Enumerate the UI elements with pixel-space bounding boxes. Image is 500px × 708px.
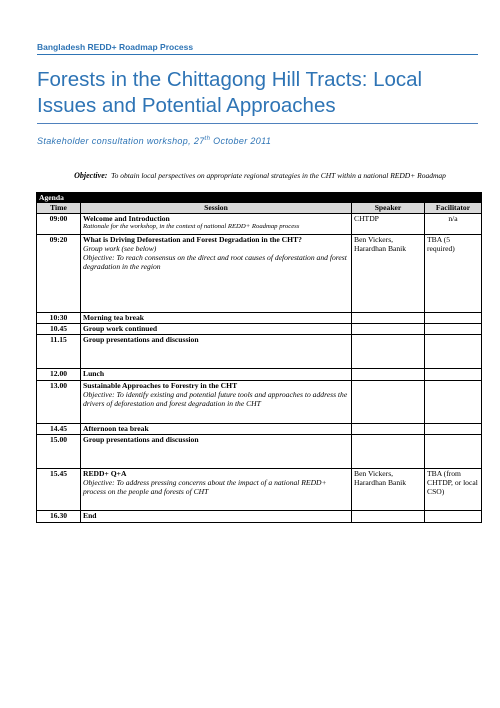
agenda-header-row bbox=[37, 203, 482, 213]
session-time: 10:30 bbox=[37, 312, 81, 323]
session-title: REDD+ Q+A bbox=[83, 468, 127, 478]
session-title: Group work continued bbox=[83, 323, 158, 333]
session-speaker: CHTDP bbox=[352, 213, 425, 234]
session-time: 09:20 bbox=[37, 234, 81, 312]
session-time: 14.45 bbox=[37, 423, 81, 434]
session-speaker bbox=[352, 312, 425, 323]
session-cell bbox=[81, 213, 352, 234]
session-facilitator bbox=[425, 380, 482, 423]
session-cell bbox=[81, 434, 352, 468]
session-facilitator bbox=[425, 368, 482, 380]
session-cell bbox=[81, 510, 352, 522]
agenda-row bbox=[37, 423, 482, 434]
objective-label: Objective: bbox=[74, 171, 108, 180]
agenda-caption-row bbox=[37, 193, 482, 203]
session-note: Group work (see below) bbox=[83, 243, 157, 253]
document-subtitle bbox=[37, 136, 271, 146]
objective-statement bbox=[40, 171, 480, 180]
agenda-table bbox=[36, 192, 482, 523]
agenda-row bbox=[37, 234, 482, 312]
session-facilitator bbox=[425, 423, 482, 434]
session-cell bbox=[81, 312, 352, 323]
title-rule bbox=[37, 123, 478, 124]
session-speaker bbox=[352, 323, 425, 334]
agenda-row bbox=[37, 312, 482, 323]
session-note: Rationale for the workshop, in the context of national REDD+ Roadmap process bbox=[83, 222, 300, 230]
session-note: Objective: To reach consensus on the direct and root causes of deforestation and forest degradation in the region bbox=[83, 253, 347, 272]
agenda-caption: Agenda bbox=[37, 193, 482, 203]
subtitle-tail: October 2011 bbox=[210, 136, 272, 146]
session-title: Group presentations and discussion bbox=[83, 334, 199, 344]
session-time: 10.45 bbox=[37, 323, 81, 334]
session-title: Lunch bbox=[83, 368, 105, 378]
session-facilitator: n/a bbox=[425, 213, 482, 234]
session-note: Objective: To identify existing and potential future tools and approaches to address the drivers of deforestation and forest degradation in the CHT bbox=[83, 389, 348, 409]
session-speaker bbox=[352, 368, 425, 380]
session-facilitator bbox=[425, 510, 482, 522]
subtitle-text: Stakeholder consultation workshop, 27 bbox=[37, 136, 205, 146]
session-speaker: Ben Vickers, Harardhan Banik bbox=[352, 234, 425, 312]
session-cell bbox=[81, 323, 352, 334]
session-speaker bbox=[352, 423, 425, 434]
session-speaker bbox=[352, 510, 425, 522]
session-time: 11.15 bbox=[37, 334, 81, 368]
session-cell bbox=[81, 234, 352, 312]
session-title: Sustainable Approaches to Forestry in the CHT bbox=[83, 380, 238, 390]
agenda-row bbox=[37, 380, 482, 423]
session-facilitator bbox=[425, 312, 482, 323]
session-title: End bbox=[83, 510, 97, 520]
agenda-row bbox=[37, 434, 482, 468]
agenda-row bbox=[37, 323, 482, 334]
session-cell bbox=[81, 368, 352, 380]
session-facilitator bbox=[425, 323, 482, 334]
session-facilitator bbox=[425, 334, 482, 368]
header-rule bbox=[37, 54, 478, 55]
session-title: Morning tea break bbox=[83, 312, 145, 322]
column-header-session: Session bbox=[81, 203, 352, 213]
session-speaker bbox=[352, 434, 425, 468]
session-title: Afternoon tea break bbox=[83, 423, 149, 433]
session-time: 15.00 bbox=[37, 434, 81, 468]
session-note: Objective: To address pressing concerns about the impact of a national REDD+ process on the people and forests of CHT bbox=[83, 477, 327, 497]
session-title: Group presentations and discussion bbox=[83, 434, 199, 444]
agenda-row bbox=[37, 468, 482, 510]
session-speaker bbox=[352, 334, 425, 368]
session-cell bbox=[81, 380, 352, 423]
column-header-time: Time bbox=[37, 203, 81, 213]
session-time: 15.45 bbox=[37, 468, 81, 510]
subtitle-superscript: th bbox=[204, 136, 211, 142]
agenda-row bbox=[37, 334, 482, 368]
session-time: 12.00 bbox=[37, 368, 81, 380]
session-title: Welcome and Introduction bbox=[83, 213, 170, 223]
session-speaker bbox=[352, 380, 425, 423]
session-time: 09:00 bbox=[37, 213, 81, 234]
session-facilitator: TBA (from CHTDP, or local CSO) bbox=[425, 468, 482, 510]
document-title: Forests in the Chittagong Hill Tracts: Local Issues and Potential Approaches bbox=[37, 68, 423, 117]
agenda-row bbox=[37, 213, 482, 234]
session-facilitator bbox=[425, 434, 482, 468]
session-time: 13.00 bbox=[37, 380, 81, 423]
session-speaker: Ben Vickers, Harardhan Banik bbox=[352, 468, 425, 510]
column-header-speaker: Speaker bbox=[352, 203, 425, 213]
session-cell bbox=[81, 334, 352, 368]
agenda-row bbox=[37, 510, 482, 522]
session-cell bbox=[81, 423, 352, 434]
session-title: What is Driving Deforestation and Forest Degradation in the CHT? bbox=[83, 234, 302, 244]
column-header-facilitator: Facilitator bbox=[425, 203, 482, 213]
running-header: Bangladesh REDD+ Roadmap Process bbox=[37, 42, 194, 52]
objective-text: To obtain local perspectives on appropriate regional strategies in the CHT within a national REDD+ Roadmap bbox=[111, 171, 446, 180]
session-cell bbox=[81, 468, 352, 510]
session-time: 16.30 bbox=[37, 510, 81, 522]
session-facilitator: TBA (5 required) bbox=[425, 234, 482, 312]
agenda-row bbox=[37, 368, 482, 380]
